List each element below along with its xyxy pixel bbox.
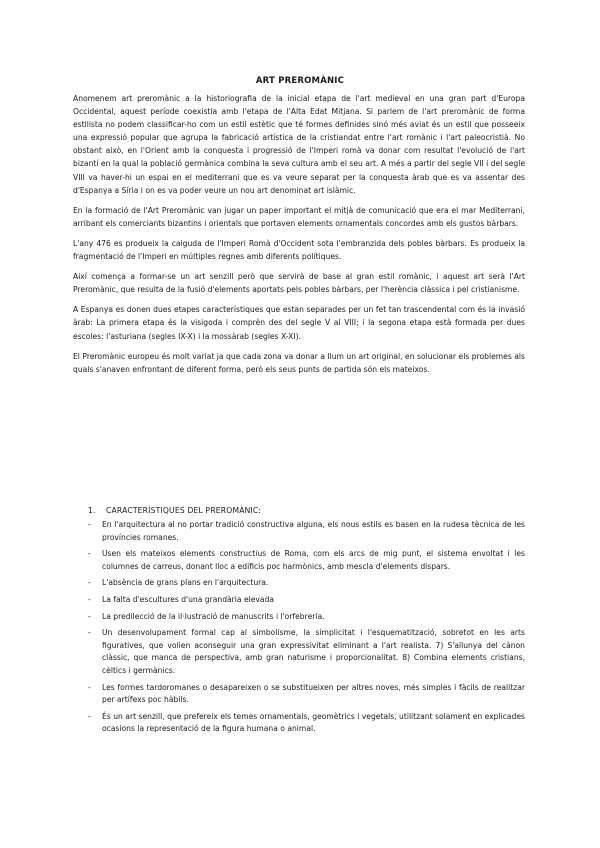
paragraph-year-476: L'any 476 es produeix la caiguda de l'Imperi Romà d'Occident sota l'embranzida dels pobles bàrbars. Es produeix la fragmentació de l'Imperi en múltiples regnes amb diferents polítiques.	[73, 238, 525, 262]
bullet-dash: -	[88, 520, 91, 529]
characteristics-list	[88, 519, 525, 740]
section-number: 1.	[88, 506, 96, 515]
list-item-text: En l'arquitectura al no portar tradició constructiva alguna, els nous estils es basen en la rudesa tècnica de les províncies romanes.	[102, 520, 525, 542]
bullet-dash: -	[88, 682, 91, 692]
bullet-dash: -	[88, 628, 91, 638]
list-item	[88, 627, 525, 677]
list-item-text: És un art senzill, que prefereix els temes ornamentals, geomètrics i vegetals, utilitzant solament en explicades ocasions la representació de la figura humana o animal.	[102, 711, 525, 734]
list-item	[88, 682, 525, 707]
paragraph-european: El Preromànic europeu és molt variat ja que cada zona va donar a llum un art original, en solucionar els problemes als quals s'anaven enfrontant de diferent forma, però els seus punts de partida són els mateixos.	[73, 351, 525, 374]
list-item-text: Un desenvolupament formal cap al simbolisme, la simplicitat i l'esquematització, sobretot en les arts figuratives, que volien aconseguir una gran expressivitat eliminant a l'art realista. 7) S'allunya del cànon clàssic, que manca de perspectiva, amb gran naturisme i proporcionalitat. 8) Combina elements cristians, cèltics i germànics.	[102, 628, 525, 675]
list-item	[88, 711, 525, 736]
list-item-text: La falta d'escultures d'una grandària elevada	[102, 594, 275, 604]
section-heading	[88, 506, 261, 515]
paragraph-simple-art: Així comença a formar-se un art senzill però que servirà de base al gran estil romànic, i aquest art serà l'Art Preromànic, que resulta de la fusió d'elements aportats pels pobles bàrbars, per l'herència clàssica i pel cristianisme.	[73, 272, 525, 295]
paragraph-spain: A Espanya es donen dues etapes característiques que estan separades per un fet tan trascendental com és la invasió àrab: La primera etapa és la visigoda i comprèn des del segle V al VIII; i la segona etapa està formada per dues escoles: l'asturiana (segles IX-X) i la mossàrab (segles X-XI).	[73, 305, 525, 341]
bullet-dash: -	[88, 549, 91, 559]
document-title: ART PREROMÀNIC	[255, 76, 345, 86]
paragraph-formation: En la formació de l'Art Preromànic van jugar un paper important el mitjà de comunicació que era el mar Mediterrani, arribant els comerciants bizantins i orientals que portaven elements ornamentals concordes amb els gustos bàrbars.	[73, 205, 525, 228]
list-item	[88, 548, 525, 573]
list-item-text: L'absència de grans plans en l'arquitectura.	[102, 578, 269, 588]
bullet-dash: -	[88, 611, 91, 621]
document-body	[73, 92, 525, 383]
list-item-text: Les formes tardoromanes o desapareixen o se substitueixen per altres noves, més simples i fàcils de realitzar per artífexs poc hàbils.	[102, 682, 525, 705]
list-item	[88, 594, 525, 607]
list-item-text: La predilecció de la il·lustració de manuscrits i l'orfebreria.	[102, 611, 325, 621]
list-item-text: Usen els mateixos elements constructius de Roma, com els arcs de mig punt, el sistema envoltat i les columnes de carreus, donant lloc a edificis poc harmònics, amb mescla d'elements dispars.	[102, 549, 525, 571]
bullet-dash: -	[88, 594, 91, 604]
bullet-dash: -	[88, 711, 91, 721]
list-item	[88, 519, 525, 544]
list-item	[88, 611, 525, 624]
bullet-dash: -	[88, 578, 91, 588]
list-item	[88, 577, 525, 590]
section-heading-text: CARACTERÍSTIQUES DEL PREROMÀNIC:	[106, 506, 262, 515]
paragraph-intro: Anomenem art preromànic a la historiografia de la inicial etapa de l'art medieval en una gran part d'Europa Occidental, aquest període coexistia amb l'etapa de l'Alta Edat Mitjana. Si parlem de l'art preromànic de forma estilista no podem classificar-ho com un estil estètic que té formes definides sinó més aviat és un estil que posseeix una expressió popular que agrupa la fabricació artística de la cristiandat entre l'art romànic i l'art paleocristià. No obstant això, en l'Orient amb la conquesta i progressió de l'Imperi romà va donar com resultat l'evolució de l'art bizantí en la qual la població germànica combina la seva cultura amb el seu art. A més a partir del segle VII i del segle VIII va haver-hi un espai en el mediterrani que es va veure separat per la conquesta àrab que es va assentar des d'Espanya a Síria i on es va poder veure un nou art denominat art islàmic.	[73, 94, 525, 195]
